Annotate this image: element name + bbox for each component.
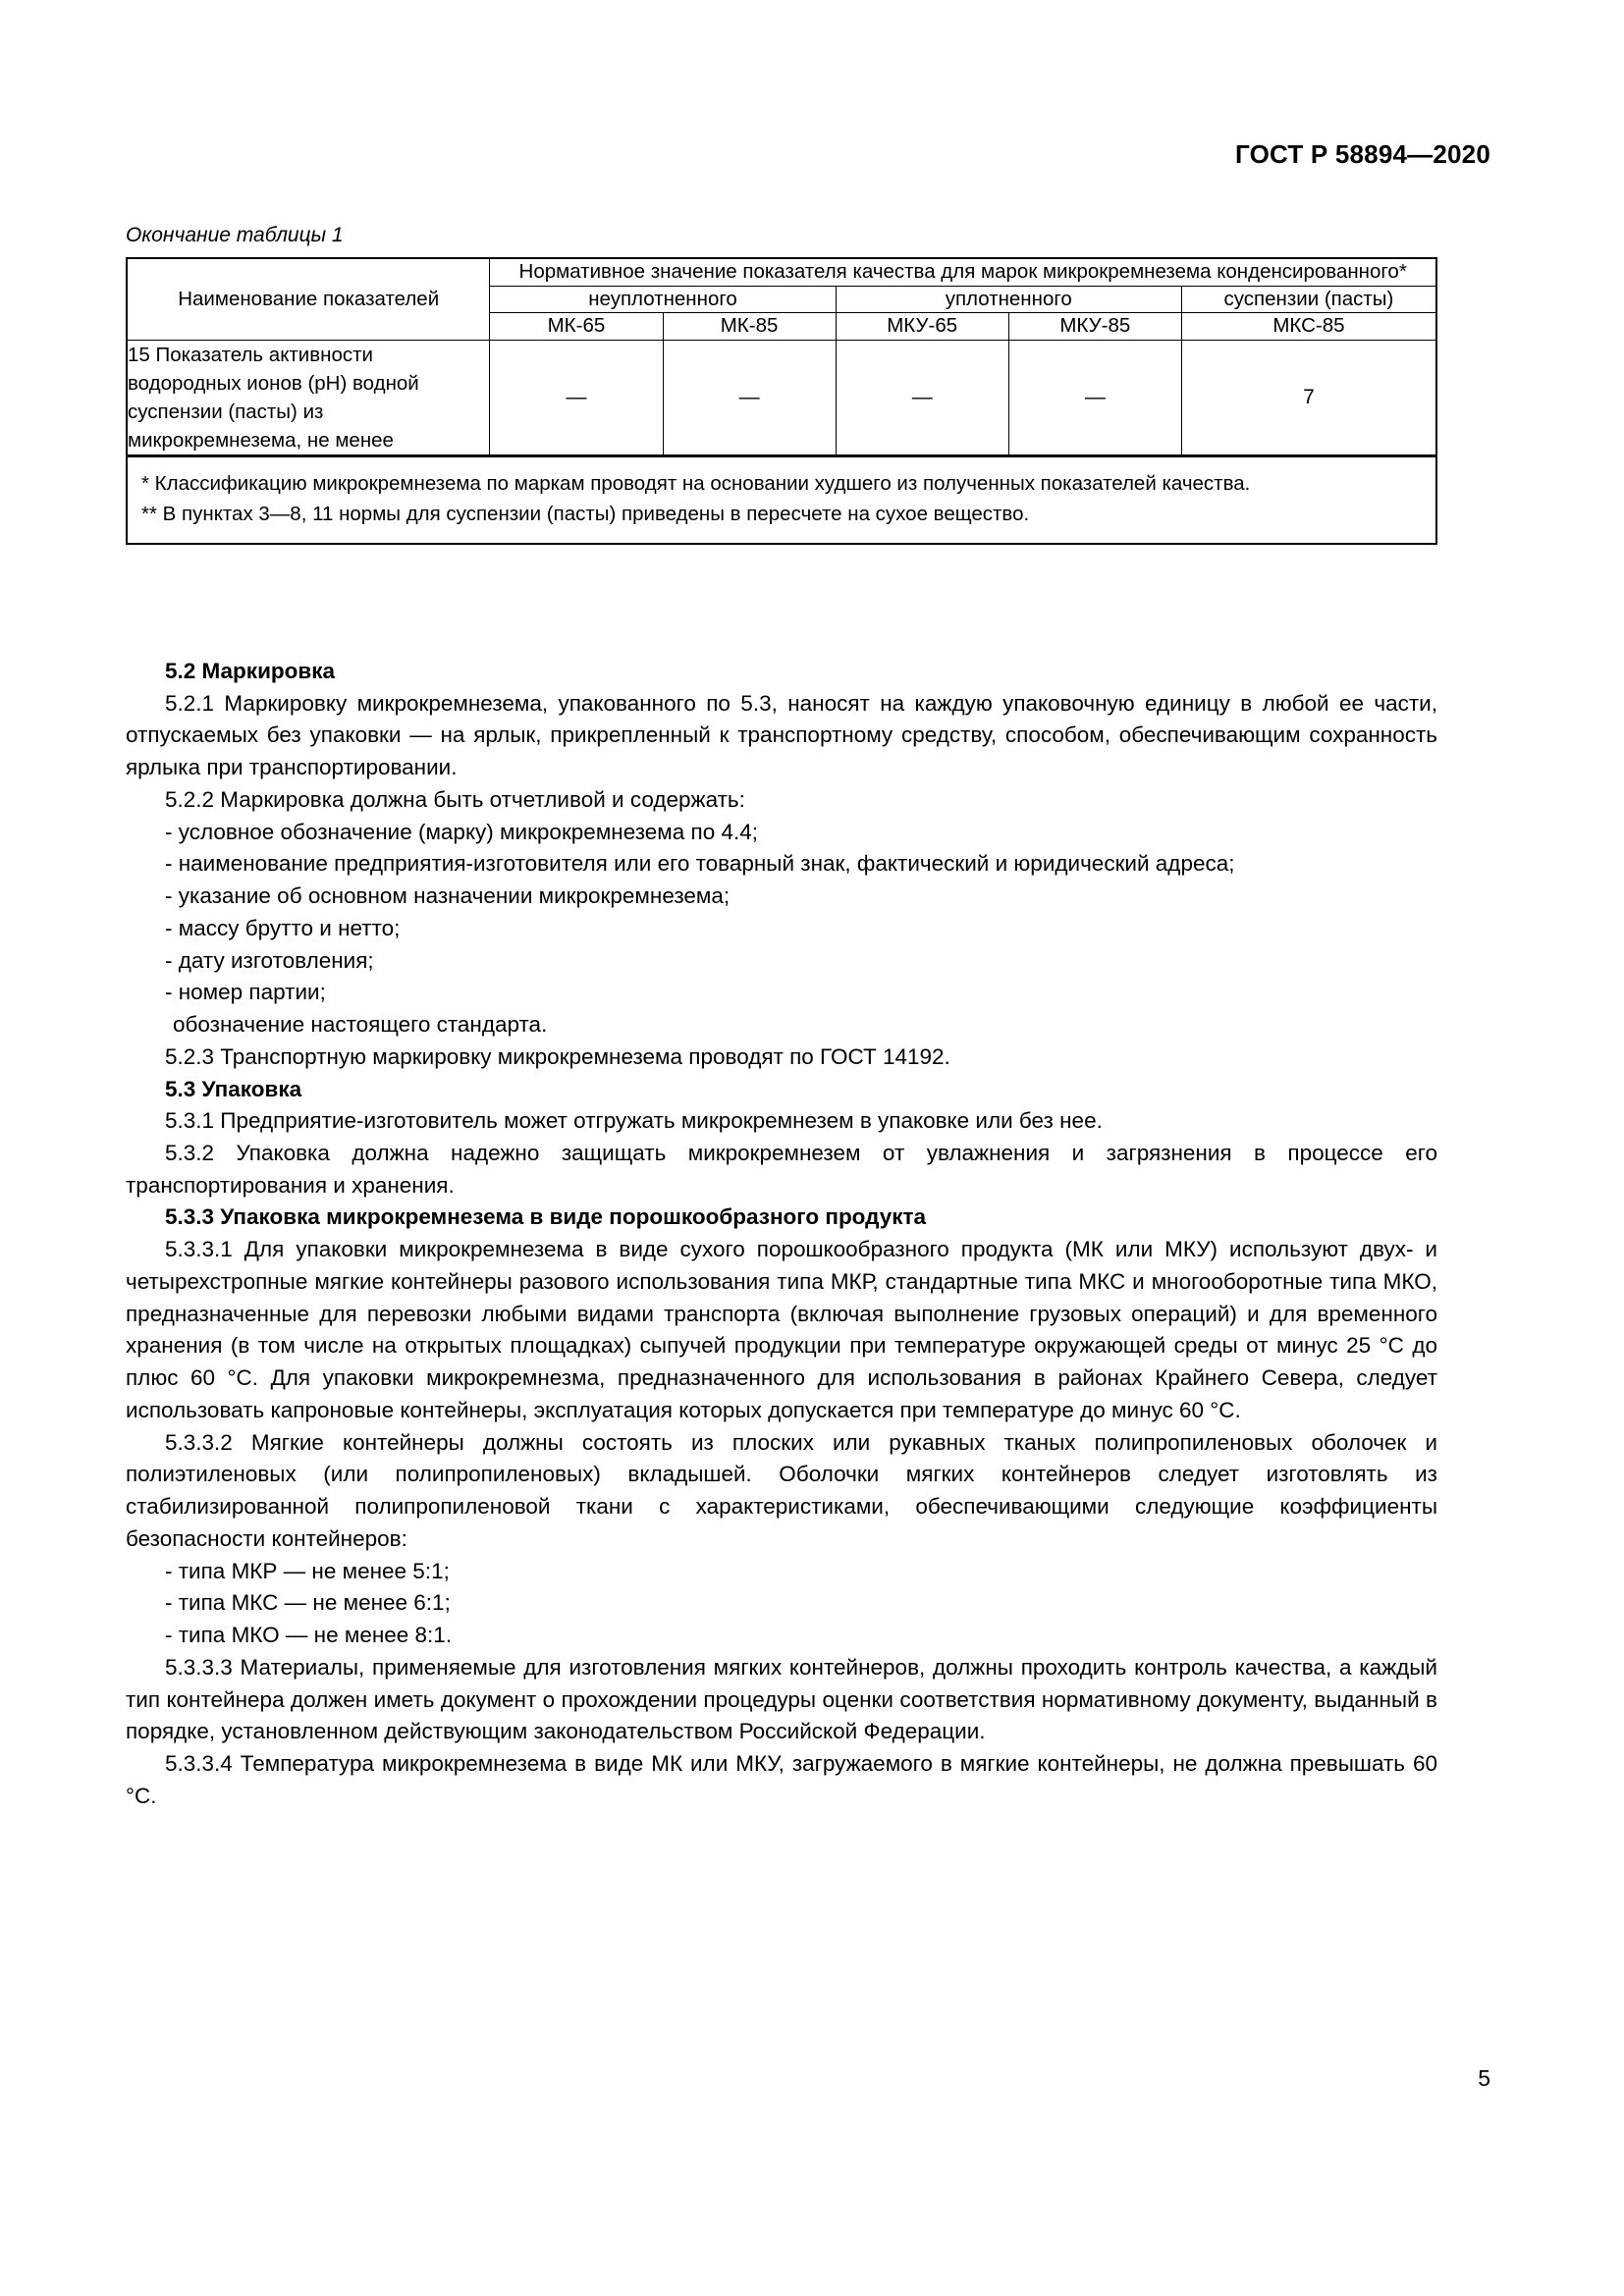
paragraph-5-3-2: 5.3.2 Упаковка должна надежно защищать микрокремнезем от увлажнения и загрязнения в процессе его транспортирования и хранения. — [126, 1141, 1437, 1198]
list-item-standard-designation: обозначение настоящего стандарта. — [173, 1012, 548, 1038]
column-header-subgroup-suspension: суспензии (пасты) — [1181, 286, 1436, 313]
list-item-manufacture-date: - дату изготовления; — [165, 947, 374, 973]
cell-indicator-15: 15 Показатель активности водородных ионов (pH) водной суспензии (пасты) из микрокремнезема, не менее — [127, 340, 490, 455]
column-header-grade-mks85: МКС-85 — [1181, 313, 1436, 341]
column-header-grade-mku65: МКУ-65 — [836, 313, 1008, 341]
paragraph-5-2-2: 5.2.2 Маркировка должна быть отчетливой и содержать: — [165, 786, 745, 812]
list-item-manufacturer-name: - наименование предприятия-изготовителя или его товарный знак, фактический и юридический адреса; — [165, 851, 1235, 877]
section-heading-5-3-3: 5.3.3 Упаковка микрокремнезема в виде порошкообразного продукта — [165, 1204, 926, 1230]
document-header-standard-code: ГОСТ Р 58894—2020 — [1235, 139, 1490, 169]
section-heading-5-3: 5.3 Упаковка — [165, 1076, 302, 1101]
column-header-grade-mk65: МК-65 — [490, 313, 663, 341]
paragraph-5-3-1: 5.3.1 Предприятие-изготовитель может отгружать микрокремнезем в упаковке или без нее. — [165, 1108, 1103, 1134]
specification-table — [126, 257, 1437, 456]
cell-value-mk65: — — [490, 340, 663, 455]
table-body — [127, 340, 1436, 455]
list-item-main-purpose: - указание об основном назначении микрокремнезема; — [165, 883, 731, 909]
paragraph-5-2-3: 5.2.3 Транспортную маркировку микрокремнезема проводят по ГОСТ 14192. — [165, 1043, 950, 1069]
cell-value-mku65: — — [836, 340, 1008, 455]
page-number: 5 — [1478, 2065, 1490, 2091]
table-row — [127, 340, 1436, 455]
section-heading-5-2: 5.2 Маркировка — [165, 659, 335, 683]
list-item-coefficient-mko: - типа МКО — не менее 8:1. — [165, 1623, 453, 1648]
column-header-subgroup-compacted: уплотненного — [836, 286, 1181, 313]
list-item-batch-number: - номер партии; — [165, 980, 326, 1005]
cell-value-mku85: — — [1008, 340, 1181, 455]
table-caption: Окончание таблицы 1 — [126, 224, 344, 246]
column-header-group: Нормативное значение показателя качества для марок микрокремнезема конденсированного* — [490, 258, 1436, 286]
cell-value-mks85: 7 — [1181, 340, 1436, 455]
paragraph-5-3-3-3: 5.3.3.3 Материалы, применяемые для изготовления мягких контейнеров, должны проходить контроль качества, а каждый тип контейнера должен иметь документ о прохождении процедуры оценки соответствия нормативному документу, выданный в порядке, установленном действующим законодательством Российской Федерации. — [126, 1654, 1437, 1744]
column-header-grade-mk85: МК-85 — [663, 313, 836, 341]
document-body — [126, 656, 1437, 1812]
paragraph-5-3-3-2: 5.3.3.2 Мягкие контейнеры должны состоять из плоских или рукавных тканых полипропиленовых оболочек и полиэтиленовых (или полипропиленовых) вкладышей. Оболочки мягких контейнеров следует изготовлять из стабилизированной полипропиленовой ткани с характеристиками, обеспечивающими следующие коэффициенты безопасности контейнеров: — [126, 1429, 1437, 1551]
list-item-gross-net-mass: - массу брутто и нетто; — [165, 915, 401, 940]
list-item-coefficient-mkr: - типа МКР — не менее 5:1; — [165, 1558, 450, 1583]
cell-value-mk85: — — [663, 340, 836, 455]
column-header-grade-mku85: МКУ-85 — [1008, 313, 1181, 341]
paragraph-5-3-3-4: 5.3.3.4 Температура микрокремнезема в виде МК или МКУ, загружаемого в мягкие контейнеры, не должна превышать 60 °С. — [126, 1750, 1437, 1808]
table-footnote-1: * Классификацию микрокремнезема по маркам проводят на основании худшего из полученных показателей качества. — [141, 472, 1251, 496]
table-header-row-1 — [127, 258, 1436, 286]
column-header-subgroup-loose: неуплотненного — [490, 286, 836, 313]
column-header-indicator-name: Наименование показателей — [127, 258, 490, 340]
table-head — [127, 258, 1436, 340]
paragraph-5-3-3-1: 5.3.3.1 Для упаковки микрокремнезема в виде сухого порошкообразного продукта (МК или МКУ) используют двух- и четырехстропные мягкие контейнеры разового использования типа МКР, стандартные типа МКС и многооборотные типа МКО, предназначенные для перевозки любыми видами транспорта (включая выполнение грузовых операций) и для временного хранения (в том числе на открытых площадках) сыпучей продукции при температуре окружающей среды от минус 25 °С до плюс 60 °С. Для упаковки микрокремнезма, предназначенного для использования в районах Крайнего Севера, следует использовать капроновые контейнеры, эксплуатация которых допускается при температуре до минус 60 °С. — [126, 1237, 1437, 1422]
list-item-coefficient-mks: - типа МКС — не менее 6:1; — [165, 1590, 451, 1616]
table-footnotes — [126, 456, 1437, 544]
specification-table-container — [126, 257, 1437, 545]
paragraph-5-2-1: 5.2.1 Маркировку микрокремнезема, упакованного по 5.3, наносят на каждую упаковочную единицу в любой ее части, отпускаемых без упаковки — на ярлык, прикрепленный к транспортному средству, способом, обеспечивающим сохранность ярлыка при транспортировании. — [126, 690, 1437, 780]
table-footnote-2: ** В пунктах 3—8, 11 нормы для суспензии (пасты) приведены в пересчете на сухое вещество. — [141, 503, 1030, 526]
list-item-marking-designation: - условное обозначение (марку) микрокремнезема по 4.4; — [165, 819, 759, 844]
